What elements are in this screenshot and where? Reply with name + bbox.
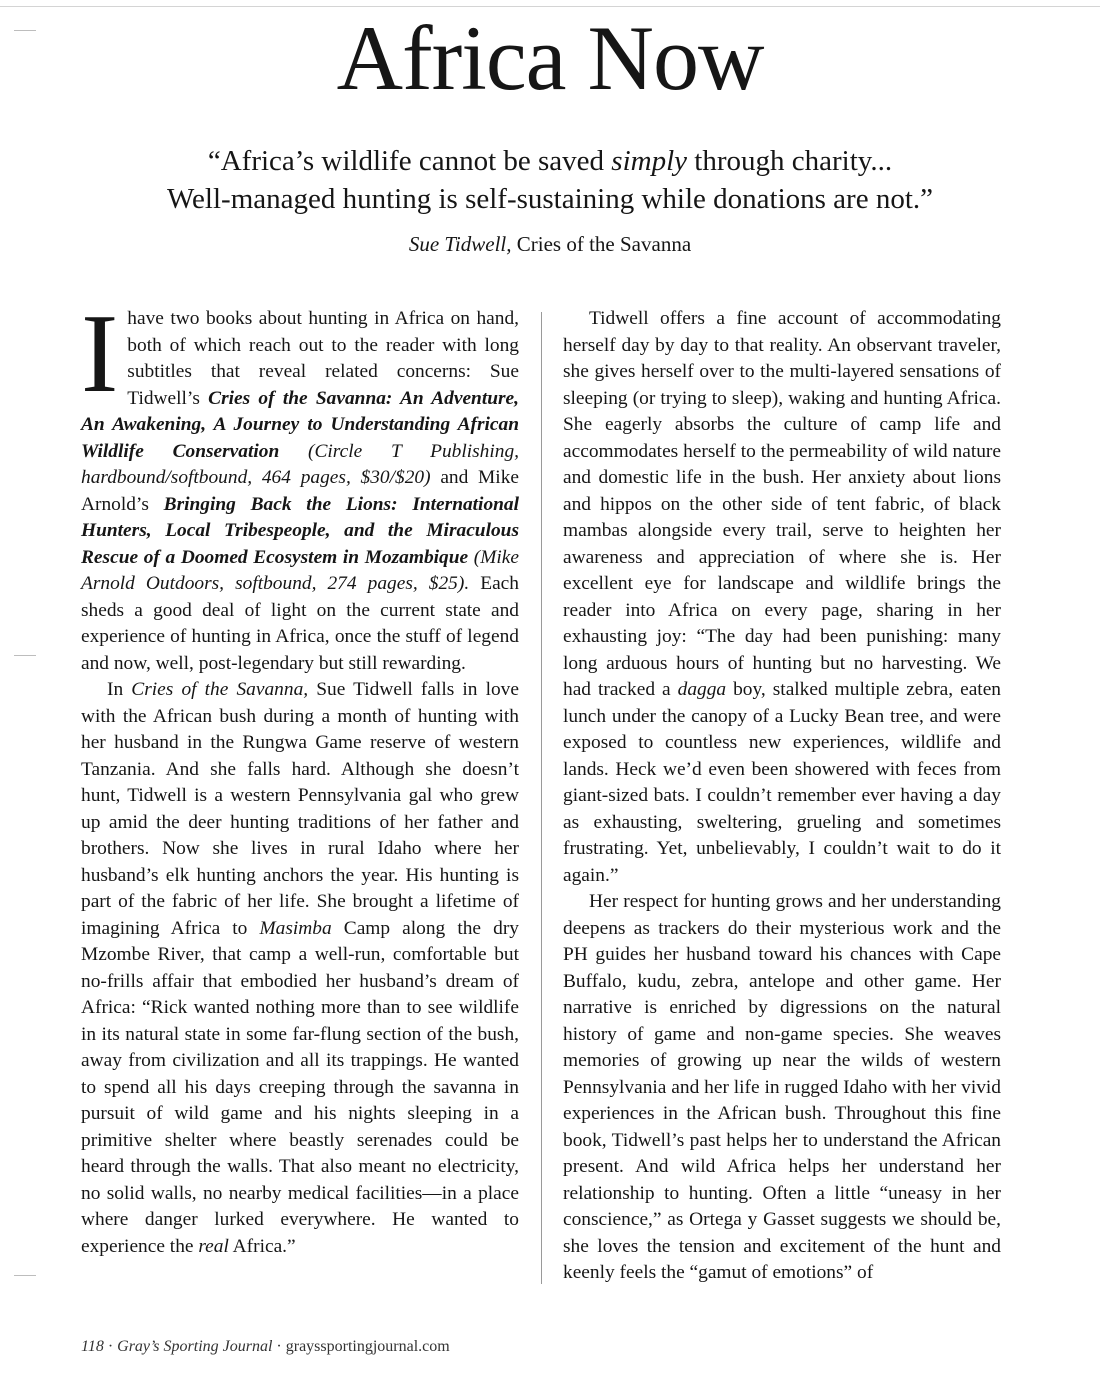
epigraph-line-2: Well-managed hunting is self-sustaining while donations are not.” <box>167 183 933 215</box>
article-column-right <box>563 306 1001 1287</box>
scan-mark <box>14 1275 36 1276</box>
page-number: 118 <box>81 1338 104 1355</box>
page-footer: 118 · Gray’s Sporting Journal · grayssportingjournal.com <box>81 1338 450 1355</box>
book-title: Cries of the Savanna: An Adventure, An Awakening, A Journey to Understanding African Wildlife Conservation <box>81 387 520 462</box>
article-column-left <box>81 292 520 1260</box>
paragraph: Tidwell offers a fine account of accommodating herself day by day to that reality. An observant traveler, she gives herself over to the multi-layered sensations of sleeping (or trying to sleep), waking and hunting Africa. She eagerly absorbs the culture of camp life and accommodates herself to the permeability of wild nature and domestic life in the bush. Her anxiety about lions and hippos on the other side of tent fabric, of black mambas alongside every trail, serve to heighten her awareness and appreciation of where she is. Her excellent eye for landscape and wildlife brings the reader into Africa on every page, sharing in her exhausting joy: “The day had been punishing: many long arduous hours of hunting but no harvesting. We had tracked a dagga boy, stalked multiple zebra, eaten lunch under the canopy of a Lucky Bean tree, and were exposed to countless new experiences, wildlife and lands. Heck we’d even been showered with feces from giant-sized bats. I couldn’t remember ever having a day as exhausting, sweltering, grueling and sometimes frustrating. Yet, unbelievably, I couldn’t wait to do it again.” <box>563 308 1001 886</box>
publication-info: (Circle T Publishing, hardbound/softbound, 464 pages, $30/$20) <box>81 440 519 488</box>
paragraph: In Cries of the Savanna, Sue Tidwell falls in love with the African bush during a month of hunting with her husband in the Rungwa Game reserve of western Tanzania. And she falls hard. Although she doesn’t hunt, Tidwell is a western Pennsylvania gal who grew up amid the deer hunting traditions of her father and brothers. Now she lives in rural Idaho where her husband’s elk hunting anchors the year. His hunting is part of the fabric of her life. She brought a lifetime of imagining Africa to Masimba Camp along the dry Mzombe River, that camp a well-run, comfortable but no-frills affair that embodied her husband’s dream of Africa: “Rick wanted nothing more than to see wildlife in its natural state in some far-flung section of the bush, away from civilization and all its trappings. He wanted to spend all his days creeping through the savanna in pursuit of wild game and his nights sleeping in a primitive shelter where beastly serenades could be heard through the walls. That also meant no electricity, no solid walls, no nearby medical facilities—in a place where danger lurked everywhere. He wanted to experience the real Africa.” <box>81 679 519 1257</box>
emphasis: simply <box>611 145 688 177</box>
epigraph-quote <box>0 142 1100 218</box>
quote-source: Cries of the Savanna <box>511 232 692 256</box>
book-title: Bringing Back the Lions: International Hunters, Local Tribespeople, and the Miraculous Rescue of a Doomed Ecosystem in Mozambique <box>81 493 520 568</box>
paragraph: I have two books about hunting in Africa on hand, both of which reach out to the reader with long subtitles that reveal related concerns: Sue Tidwell’s Cries of the Savanna: An Adventure, An Awakening, A Journey to Understanding African Wildlife Conservation (Circle T Publishing, hardbound/softbound, 464 pages, $30/$20) and Mike Arnold’s Bringing Back the Lions: International Hunters, Local Tribespeople, and the Miraculous Rescue of a Doomed Ecosystem in Mozambique (Mike Arnold Outdoors, softbound, 274 pages, $25). Each sheds a good deal of light on the current state and experience of hunting in Africa, once the stuff of legend and now, well, post-legendary but still rewarding. <box>81 292 520 674</box>
paragraph: Her respect for hunting grows and her understanding deepens as trackers do their mysterious work and the PH guides her husband toward his chances with Cape Buffalo, kudu, zebra, antelope and other game. Her narrative is enriched by digressions on the natural history of game and non-game species. She weaves memories of growing up near the wilds of western Pennsylvania and her life in rugged Idaho with her vivid experiences in the African bush. Throughout this fine book, Tidwell’s past helps her to understand the African present. And wild Africa helps her understand her relationship to hunting. Often a little “uneasy in her conscience,” as Ortega y Gasset suggests we should be, she loves the tension and excitement of the hunt and keenly feels the “gamut of emotions” of <box>563 891 1001 1283</box>
journal-website: grayssportingjournal.com <box>285 1338 450 1355</box>
journal-name: Gray’s Sporting Journal <box>117 1338 273 1355</box>
epigraph-attribution <box>0 230 1100 258</box>
article-title: Africa Now <box>336 7 764 109</box>
column-divider <box>541 312 542 1284</box>
scan-mark <box>14 655 36 656</box>
epigraph-line-1: “Africa’s wildlife cannot be saved simply through charity... <box>207 145 893 177</box>
drop-cap: I <box>81 292 119 416</box>
quote-author: Sue Tidwell, <box>408 232 512 256</box>
publication-info: (Mike Arnold Outdoors, softbound, 274 pages, $25). <box>81 546 519 594</box>
